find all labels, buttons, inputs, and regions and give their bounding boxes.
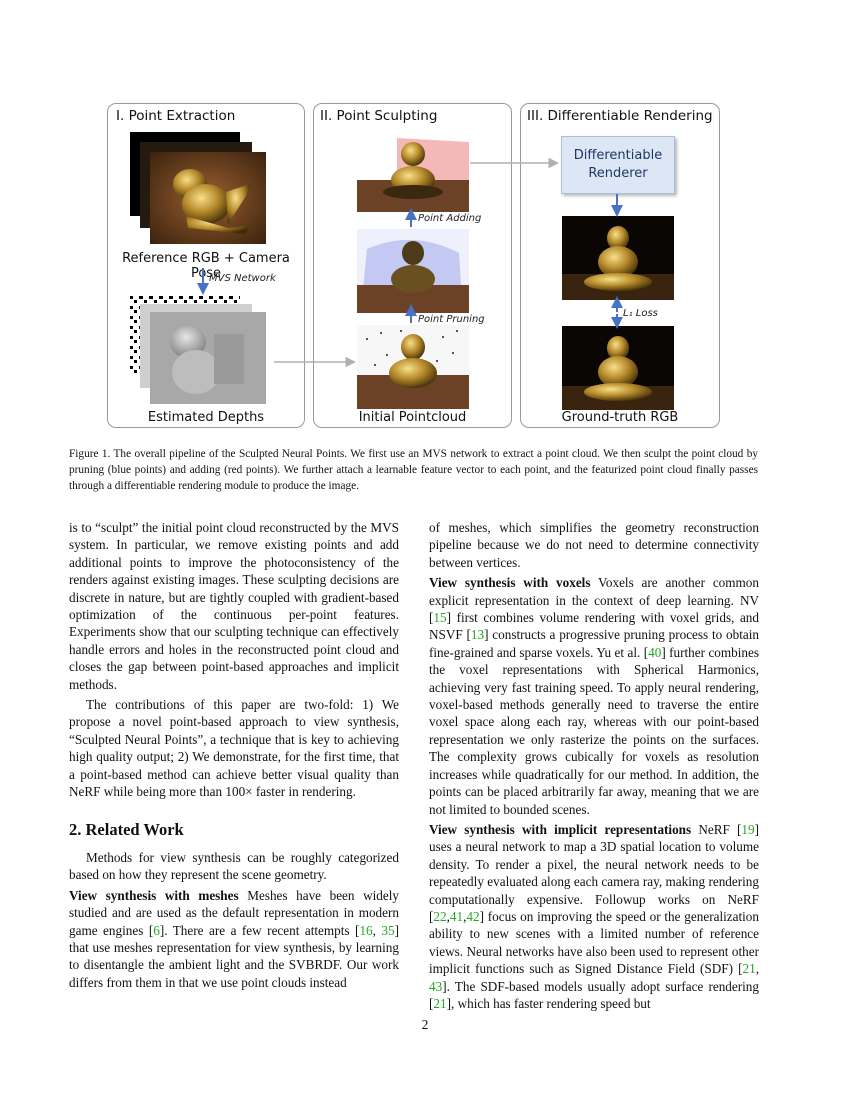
citation-link[interactable]: 42 [466, 908, 480, 924]
run-in-heading: View synthesis with meshes [69, 887, 239, 903]
citation-link[interactable]: 6 [153, 922, 160, 938]
panel-title: I. Point Extraction [116, 108, 236, 124]
text-run: ] that use meshes representation for view synthesis, by learning to disentangle the ambient light and the SVBRDF. Our work differs from them in that we use point clouds instead [69, 922, 400, 990]
citation-link[interactable]: 41 [449, 908, 464, 924]
text-run: ] constructs a progressive pruning process to obtain fine-grained and sparse voxels. Yu et al. [ [429, 627, 759, 660]
estimated-depths-caption: Estimated Depths [147, 410, 265, 425]
paragraph: of meshes, which simplifies the geometry reconstruction pipeline because we do not need to determine connectivity between vertices. [429, 520, 759, 570]
left-column [69, 519, 399, 991]
text-run: ], which has faster rendering speed but [446, 995, 651, 1011]
run-in-heading: View synthesis with voxels [429, 575, 591, 591]
panel-title: II. Point Sculpting [320, 108, 438, 124]
mvs-network-label: MVS Network [209, 273, 276, 284]
text-run: Voxels are another common explicit representation in the context of deep learning. NV [ [429, 575, 759, 626]
paragraph-contributions: The contributions of this paper are two-fold: 1) We propose a novel point-based approach to view synthesis, “Sculpted Neural Points”, a technique that is key to achieving high quality output; 2) We demonstrate, for the first time, that a point-based method can achieve better visual quality than NeRF while being more than 100× faster in rendering. [69, 697, 399, 800]
text-run: ] uses a neural network to map a 3D spatial location to volume density. To render a pixel, the neural network needs to be repeatedly evaluated along each camera ray, making rendering computationally expensive. Followup works on NeRF [ [429, 821, 759, 924]
citation-link[interactable]: 43 [429, 978, 443, 994]
citation-link[interactable]: 22 [433, 908, 447, 924]
text-run: ] further combines the voxel representations with Spherical Harmonics, achieving very fast training speed. To apply neural rendering, voxel-based methods generally need to traverse the entire voxel space along each ray, whereas with our point-based representation we only rasterize the points on the surfaces. The complexity grows cubically for voxels as resolution increases while quadratically for our method. In addition, the points can be placed arbitrarily far away, meaning that we are not limited to bounded scenes. [429, 644, 759, 817]
pipeline-figure [0, 0, 850, 440]
text-run: ]. There are a few recent attempts [ [159, 922, 360, 938]
citation-link[interactable]: 19 [741, 821, 755, 837]
text-run: NeRF [ [691, 821, 742, 837]
page-number: 2 [421, 1017, 429, 1032]
paragraph: Methods for view synthesis can be roughly categorized based on how they represent the scene geometry. [69, 849, 399, 883]
citation-link[interactable]: 21 [433, 995, 447, 1011]
differentiable-renderer-box: Differentiable Renderer [561, 136, 675, 194]
reference-rgb-caption: Reference RGB + Camera Pose [122, 251, 290, 281]
paragraph: is to “sculpt” the initial point cloud reconstructed by the MVS system. In particular, we remove existing points and add additional points to improve the photoconsistency of the renders against existing images. These sculpting decisions are discrete in nature, but are tightly coupled with gradient-based optimization of the continuous per-point features. Experiments show that our sculpting technique can effectively handle errors and holes in the reconstructed point cloud and closes the gap between point-based approaches and implicit methods. [69, 520, 399, 692]
initial-pointcloud-caption: Initial Pointcloud [358, 410, 467, 425]
ground-truth-caption: Ground-truth RGB [561, 410, 679, 425]
run-in-heading: View synthesis with implicit representations [429, 821, 692, 837]
figure-caption: Figure 1. The overall pipeline of the Sculpted Neural Points. We first use an MVS network to extract a point cloud. We then sculpt the point cloud by pruning (blue points) and adding (red points). We further attach a learnable feature vector to each point, and the featurized point cloud finally passes through a differentiable rendering module to produce the image. [69, 448, 758, 492]
section-heading: 2. Related Work [69, 819, 184, 839]
paragraph-meshes: View synthesis with meshes Meshes have been widely studied and are used as the default representation in modern game engines [6]. There are a few recent attempts [16, 35] that use meshes representation for view synthesis, by learning to disentangle the ambient light and the SVBRDF. Our work differs from them in that we use point clouds instead [69, 887, 400, 990]
panel-title: III. Differentiable Rendering [527, 108, 713, 124]
paragraph-implicit: View synthesis with implicit representations NeRF [19] uses a neural network to map a 3D spatial location to volume density. To render a pixel, the neural network needs to be repeatedly evaluated along each camera ray, making rendering computationally expensive. Followup works on NeRF [22,41,42] focus on improving the speed or the generalization ability to new scenes with a limited number of reference views. Neural networks have also been used to represent other implicit functions such as Signed Distance Field (SDF) [21, 43]. The SDF-based models usually adopt surface rendering [21], which has faster rendering speed but [429, 821, 759, 1011]
l1-loss-label: L₁ Loss [623, 308, 658, 319]
point-adding-label: Point Adding [418, 213, 482, 224]
citation-link[interactable]: 15 [433, 610, 447, 626]
citation-link[interactable]: 21 [742, 961, 756, 977]
citation-link[interactable]: 13 [470, 627, 485, 643]
point-pruning-label: Point Pruning [418, 314, 485, 325]
text-run: ]. The SDF-based models usually adopt surface rendering [ [429, 978, 759, 1011]
text-run: ] focus on improving the speed or the generalization ability to new scenes with a limited number of reference views. Neural networks have also been used to represent other implicit functions such as Signed Distance Field (SDF) [ [429, 908, 759, 977]
right-column [429, 519, 759, 1012]
paragraph-voxels [429, 574, 759, 818]
citation-link[interactable]: 40 [648, 644, 662, 660]
text-run: Meshes have been widely studied and are used as the default representation in modern game engines [ [69, 887, 399, 938]
text-run: ] first combines volume rendering with voxel grids, and NSVF [ [429, 610, 759, 643]
citation-link[interactable]: 35 [381, 922, 395, 938]
citation-link[interactable]: 16 [359, 922, 373, 938]
figure-arrows [0, 0, 850, 440]
